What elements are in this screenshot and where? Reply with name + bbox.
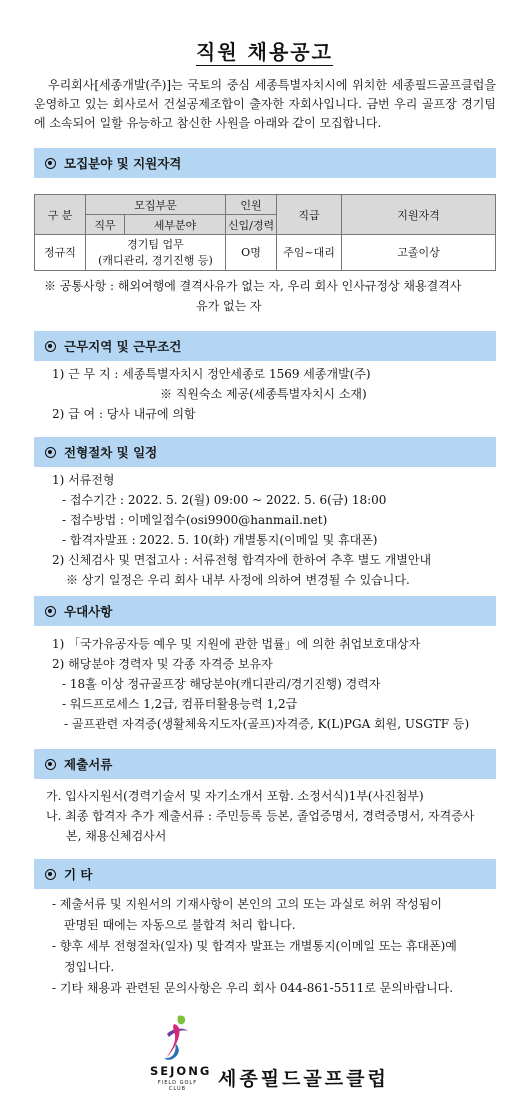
cell-personnel: O명	[226, 235, 277, 271]
selection-process-body: 1) 서류전형 - 접수기간 : 2022. 5. 2(월) 09:00 ~ 2022. 5. 6(금) 18:00 - 접수방법 : 이메일접수(osi9900@hanmail.net) - 합격자발표 : 2022. 5. 10(화) 개별통지(이메일 및 휴대폰) 2) 신체검사 및 면접고사 : 서류전형 합격자에 한하여 추후 별도 개별안내 ※ 상기 일정은 우리 회사 내부 사정에 의하여 변경될 수 있습니다.	[52, 473, 432, 587]
golfer-swoosh-icon	[160, 1014, 190, 1062]
header-cell-personnel: 인원	[226, 195, 277, 215]
logo-text-en: SEJONG	[150, 1064, 212, 1078]
cell-qualification: 고졸이상	[342, 235, 496, 271]
header-cell-job: 직무	[86, 215, 125, 235]
recruit-table	[34, 194, 496, 271]
documents-body: 가. 입사지원서(경력기술서 및 자기소개서 포함. 소정서식)1부(사진첨부) 나. 최종 합격자 추가 제출서류 : 주민등록 등본, 졸업증명서, 경력증명서, 자격증사 본, 채용신체검사서	[46, 789, 475, 843]
cell-gubun: 정규직	[35, 235, 86, 271]
table-row	[35, 235, 496, 271]
work-conditions-body: 1) 근 무 지 : 세종특별자치시 정안세종로 1569 세종개발(주) ※ 직원숙소 제공(세종특별자치시 소재) 2) 급 여 : 당사 내규에 의함	[52, 367, 371, 421]
logo-subtext: FIELD GOLF CLUB	[157, 1080, 198, 1092]
logo-text-ko: 세종필드골프클럽	[218, 1068, 389, 1090]
circle-bullet-icon	[45, 341, 56, 352]
section-header-preferences: 우대사항	[34, 596, 496, 626]
other-body: - 제출서류 및 지원서의 기재사항이 본인의 고의 또는 과실로 허위 작성됨이 판명된 때에는 자동으로 불합격 처리 합니다. - 향후 세부 전형절차(일자) 및 합격자 발표는 개별통지(이메일 또는 휴대폰)예 정입니다. - 기타 채용과 관련된 문의사항은 우리 회사 044-861-5511로 문의바랍니다.	[52, 897, 457, 995]
circle-bullet-icon	[45, 158, 56, 169]
header-cell-field: 모집부문	[86, 195, 226, 215]
circle-bullet-icon	[45, 447, 56, 458]
preferences-body: 1) 「국가유공자등 예우 및 지원에 관한 법률」에 의한 취업보호대상자 2) 해당분야 경력자 및 각종 자격증 보유자 - 18홀 이상 정규골프장 해당분야(캐디관리/경기진행) 경력자 - 워드프로세스 1,2급, 컴퓨터활용능력 1,2급 - 골프관련 자격증(생활체육지도자(골프)자격증, K(L)PGA 회원, USGTF 등)	[52, 637, 470, 731]
section-header-documents: 제출서류	[34, 749, 496, 779]
header-cell-qualification: 지원자격	[342, 195, 496, 235]
header-cell-detail: 세부분야	[125, 215, 226, 235]
sejong-field-golf-club-logo	[150, 1014, 410, 1094]
common-note: ※ 공통사항 : 해외여행에 결격사유가 없는 자, 우리 회사 인사규정상 채용결격사 유가 없는 자	[44, 279, 462, 313]
table-header-row	[35, 195, 496, 215]
section-header-selection-process: 전형절차 및 일정	[34, 437, 496, 467]
section-header-work-conditions: 근무지역 및 근무조건	[34, 331, 496, 361]
header-cell-new-exp: 신입/경력	[226, 215, 277, 235]
cell-detail: 경기팀 업무 (캐디관리, 경기진행 등)	[86, 235, 226, 271]
header-cell-grade: 직급	[277, 195, 342, 235]
section-header-recruit-field: 모집분야 및 지원자격	[34, 148, 496, 178]
circle-bullet-icon	[45, 606, 56, 617]
page-title: 직원 채용공고	[196, 40, 333, 64]
section-header-other: 기 타	[34, 859, 496, 889]
header-cell-gubun: 구 분	[35, 195, 86, 235]
circle-bullet-icon	[45, 759, 56, 770]
circle-bullet-icon	[45, 869, 56, 880]
intro-paragraph: 우리회사[세종개발(주)]는 국토의 중심 세종특별자치시에 위치한 세종필드골프클럽을 운영하고 있는 회사로서 건설공제조합이 출자한 자회사입니다. 금번 우리 골프장 경기팀에 소속되어 일할 유능하고 참신한 사원을 아래와 같이 모집합니다.	[34, 78, 496, 130]
cell-grade: 주임~대리	[277, 235, 342, 271]
